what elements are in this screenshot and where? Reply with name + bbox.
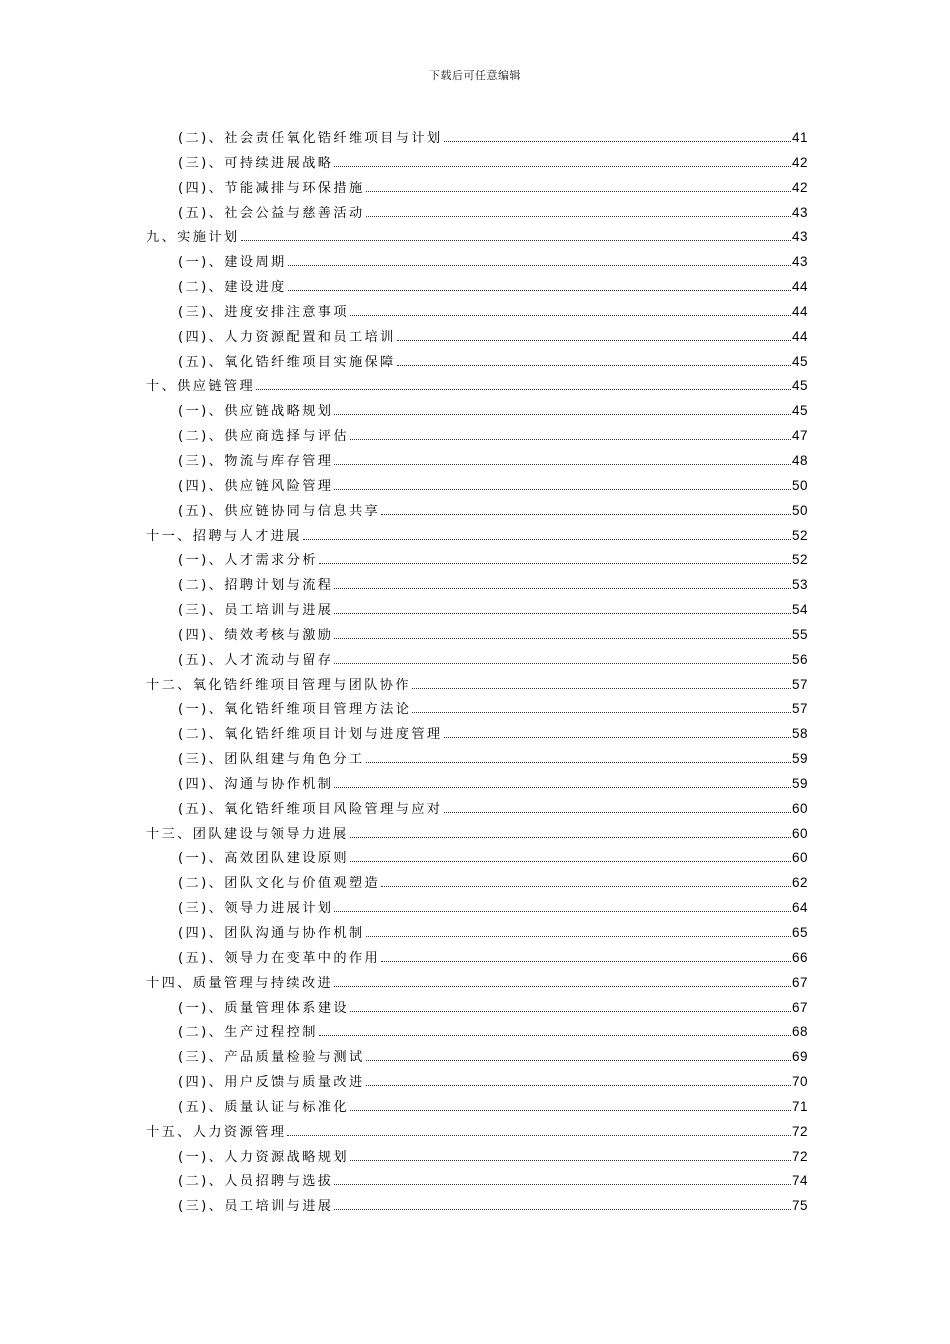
dot-leader	[366, 1059, 791, 1061]
toc-entry-title: 十、供应链管理	[146, 379, 256, 395]
toc-page-number: 45	[791, 378, 808, 394]
dot-leader	[288, 264, 791, 266]
toc-entry-title: (二)、社会责任氧化锆纤维项目与计划	[178, 131, 443, 146]
toc-section-entry[interactable]	[146, 202, 808, 227]
dot-leader	[444, 736, 791, 738]
toc-page-number: 66	[791, 949, 808, 965]
toc-entry-title: (三)、员工培训与进展	[178, 603, 334, 619]
toc-page-number: 43	[791, 254, 808, 270]
dot-leader	[287, 1134, 791, 1136]
toc-page-number: 43	[791, 204, 808, 220]
toc-page-number: 72	[791, 1148, 808, 1164]
toc-entry-title: 十三、团队建设与领导力进展	[146, 826, 349, 842]
toc-chapter-entry[interactable]	[146, 375, 808, 400]
toc-entry-title: (五)、人才流动与留存	[178, 652, 334, 668]
toc-page-number: 57	[791, 676, 808, 692]
dot-leader	[334, 786, 791, 788]
toc-page-number: 58	[791, 726, 808, 742]
toc-entry-title: (二)、团队文化与价值观塑造	[178, 876, 381, 892]
toc-entry-title: (三)、团队组建与角色分工	[178, 752, 365, 768]
table-of-contents	[146, 127, 808, 1220]
toc-section-entry[interactable]	[146, 897, 808, 922]
toc-entry-title: (五)、领导力在变革中的作用	[178, 950, 381, 966]
toc-entry-title: (五)、社会公益与慈善活动	[178, 205, 365, 221]
dot-leader	[444, 811, 791, 813]
dot-leader	[241, 239, 791, 241]
toc-section-entry[interactable]	[146, 549, 808, 574]
toc-entry-title: (四)、人力资源配置和员工培训	[178, 329, 396, 345]
toc-entry-title: (一)、人力资源战略规划	[178, 1149, 349, 1165]
dot-leader	[366, 190, 791, 192]
toc-entry-title: (三)、物流与库存管理	[178, 453, 334, 469]
toc-entry-title: (五)、质量认证与标准化	[178, 1099, 349, 1115]
toc-page-number: 48	[791, 452, 808, 468]
toc-page-number: 75	[791, 1198, 808, 1214]
toc-section-entry[interactable]	[146, 301, 808, 326]
toc-entry-title: (一)、高效团队建设原则	[178, 851, 349, 867]
toc-section-entry[interactable]	[146, 798, 808, 823]
dot-leader	[366, 761, 791, 763]
toc-page-number: 42	[791, 179, 808, 195]
toc-entry-title: (二)、供应商选择与评估	[178, 429, 349, 445]
dot-leader	[334, 488, 791, 490]
dot-leader	[350, 1159, 791, 1161]
dot-leader	[334, 637, 791, 639]
toc-page-number: 60	[791, 800, 808, 816]
dot-leader	[444, 140, 791, 142]
toc-entry-title: (三)、员工培训与进展	[178, 1199, 334, 1215]
toc-section-entry[interactable]	[146, 1146, 808, 1171]
toc-section-entry[interactable]	[146, 698, 808, 723]
dot-leader	[334, 463, 791, 465]
toc-page-number: 53	[791, 577, 808, 593]
toc-entry-title: (二)、人员招聘与选拔	[178, 1174, 334, 1190]
toc-page-number: 65	[791, 925, 808, 940]
dot-leader	[256, 388, 791, 390]
toc-page-number: 60	[791, 825, 808, 841]
toc-entry-title: (四)、团队沟通与协作机制	[178, 926, 365, 941]
page-header: 下载后可任意编辑	[429, 69, 521, 82]
toc-page-number: 57	[791, 701, 808, 717]
toc-page-number: 52	[791, 552, 808, 568]
toc-page-number: 50	[791, 502, 808, 518]
dot-leader	[381, 513, 791, 515]
toc-page-number: 55	[791, 626, 808, 642]
toc-entry-title: (一)、供应链战略规划	[178, 404, 334, 420]
toc-chapter-entry[interactable]	[146, 525, 808, 550]
dot-leader	[334, 612, 791, 614]
toc-entry-title: (一)、人才需求分析	[178, 553, 318, 569]
toc-page-number: 70	[791, 1074, 808, 1090]
toc-entry-title: 十四、质量管理与持续改进	[146, 975, 334, 991]
dot-leader	[319, 1034, 791, 1036]
toc-section-entry[interactable]	[146, 748, 808, 773]
dot-leader	[319, 562, 791, 564]
toc-section-entry[interactable]	[146, 1071, 808, 1096]
toc-page-number: 56	[791, 651, 808, 667]
dot-leader	[366, 1084, 791, 1086]
toc-section-entry[interactable]	[146, 1096, 808, 1121]
toc-entry-title: (五)、氧化锆纤维项目风险管理与应对	[178, 801, 443, 817]
toc-entry-title: (四)、供应链风险管理	[178, 478, 334, 494]
toc-page-number: 47	[791, 428, 808, 444]
toc-page-number: 72	[791, 1123, 808, 1139]
toc-section-entry[interactable]	[146, 425, 808, 450]
toc-entry-title: (二)、建设进度	[178, 280, 287, 296]
toc-section-entry[interactable]	[146, 1170, 808, 1195]
toc-entry-title: 十五、人力资源管理	[146, 1124, 287, 1140]
toc-section-entry[interactable]	[146, 997, 808, 1022]
dot-leader	[381, 960, 791, 962]
toc-entry-title: (三)、产品质量检验与测试	[178, 1050, 365, 1066]
dot-leader	[334, 1183, 791, 1185]
toc-page-number: 71	[791, 1098, 808, 1114]
toc-page-number: 59	[791, 751, 808, 767]
toc-page-number: 59	[791, 775, 808, 791]
toc-section-entry[interactable]	[146, 574, 808, 599]
toc-entry-title: (一)、氧化锆纤维项目管理方法论	[178, 702, 412, 718]
toc-section-entry[interactable]	[146, 400, 808, 425]
toc-section-entry[interactable]	[146, 649, 808, 674]
dot-leader	[350, 314, 791, 316]
toc-entry-title: (四)、用户反馈与质量改进	[178, 1075, 365, 1091]
dot-leader	[334, 587, 791, 589]
toc-chapter-entry[interactable]	[146, 674, 808, 699]
toc-entry-title: 十一、招聘与人才进展	[146, 528, 302, 544]
toc-entry-title: (二)、生产过程控制	[178, 1025, 318, 1041]
toc-entry-title: (一)、质量管理体系建设	[178, 1000, 349, 1016]
toc-section-entry[interactable]	[146, 1195, 808, 1220]
toc-page-number: 60	[791, 850, 808, 866]
toc-page-number: 44	[791, 328, 808, 344]
toc-section-entry[interactable]	[146, 251, 808, 276]
toc-page-number: 74	[791, 1173, 808, 1189]
toc-page-number: 45	[791, 353, 808, 369]
dot-leader	[366, 935, 791, 937]
toc-section-entry[interactable]	[146, 624, 808, 649]
toc-section-entry[interactable]	[146, 872, 808, 897]
toc-section-entry[interactable]	[146, 1046, 808, 1071]
dot-leader	[412, 687, 791, 689]
toc-entry-title: (五)、供应链协同与信息共享	[178, 503, 381, 519]
toc-section-entry[interactable]	[146, 276, 808, 301]
toc-chapter-entry[interactable]	[146, 823, 808, 848]
toc-section-entry[interactable]	[146, 326, 808, 351]
toc-chapter-entry[interactable]	[146, 226, 808, 251]
toc-section-entry[interactable]	[146, 847, 808, 872]
dot-leader	[350, 438, 791, 440]
toc-section-entry[interactable]	[146, 723, 808, 748]
toc-section-entry[interactable]	[146, 500, 808, 525]
toc-page-number: 69	[791, 1049, 808, 1065]
toc-entry-title: (四)、沟通与协作机制	[178, 776, 334, 792]
dot-leader	[397, 364, 791, 366]
toc-section-entry[interactable]	[146, 450, 808, 475]
dot-leader	[381, 885, 791, 887]
dot-leader	[334, 1208, 791, 1210]
toc-page-number: 44	[791, 303, 808, 319]
toc-section-entry[interactable]	[146, 773, 808, 798]
toc-entry-title: (四)、绩效考核与激励	[178, 627, 334, 643]
toc-section-entry[interactable]	[146, 152, 808, 177]
toc-page-number: 42	[791, 154, 808, 170]
dot-leader	[350, 1010, 791, 1012]
dot-leader	[334, 662, 791, 664]
toc-entry-title: (一)、建设周期	[178, 255, 287, 271]
toc-page-number: 41	[791, 130, 808, 145]
toc-page-number: 50	[791, 477, 808, 493]
dot-leader	[366, 215, 791, 217]
toc-entry-title: (二)、招聘计划与流程	[178, 578, 334, 594]
toc-section-entry[interactable]	[146, 177, 808, 202]
toc-section-entry[interactable]	[146, 947, 808, 972]
toc-section-entry[interactable]	[146, 351, 808, 376]
toc-page-number: 68	[791, 1024, 808, 1040]
toc-page-number: 44	[791, 279, 808, 295]
dot-leader	[412, 711, 791, 713]
toc-section-entry[interactable]	[146, 599, 808, 624]
toc-entry-title: (五)、氧化锆纤维项目实施保障	[178, 354, 396, 370]
dot-leader	[334, 165, 791, 167]
toc-page-number: 67	[791, 974, 808, 990]
dot-leader	[334, 985, 791, 987]
toc-section-entry[interactable]	[146, 922, 808, 947]
dot-leader	[288, 289, 791, 291]
toc-page-number: 62	[791, 875, 808, 891]
toc-page-number: 43	[791, 229, 808, 245]
toc-entry-title: (二)、氧化锆纤维项目计划与进度管理	[178, 727, 443, 743]
toc-section-entry[interactable]	[146, 1021, 808, 1046]
dot-leader	[350, 860, 791, 862]
toc-entry-title: (三)、可持续进展战略	[178, 155, 334, 171]
dot-leader	[350, 836, 791, 838]
toc-page-number: 67	[791, 999, 808, 1015]
dot-leader	[397, 339, 791, 341]
toc-entry-title: 十二、氧化锆纤维项目管理与团队协作	[146, 677, 411, 693]
toc-page-number: 64	[791, 900, 808, 916]
toc-chapter-entry[interactable]	[146, 1121, 808, 1146]
toc-entry-title: (三)、进度安排注意事项	[178, 304, 349, 320]
dot-leader	[350, 1109, 791, 1111]
dot-leader	[334, 910, 791, 912]
toc-entry-title: 九、实施计划	[146, 230, 240, 246]
toc-page-number: 45	[791, 403, 808, 419]
toc-entry-title: (四)、节能减排与环保措施	[178, 180, 365, 196]
toc-page-number: 52	[791, 527, 808, 543]
dot-leader	[334, 413, 791, 415]
toc-chapter-entry[interactable]	[146, 972, 808, 997]
dot-leader	[303, 538, 791, 540]
toc-section-entry[interactable]	[146, 127, 808, 152]
toc-page-number: 54	[791, 602, 808, 618]
toc-entry-title: (三)、领导力进展计划	[178, 901, 334, 917]
toc-section-entry[interactable]	[146, 475, 808, 500]
